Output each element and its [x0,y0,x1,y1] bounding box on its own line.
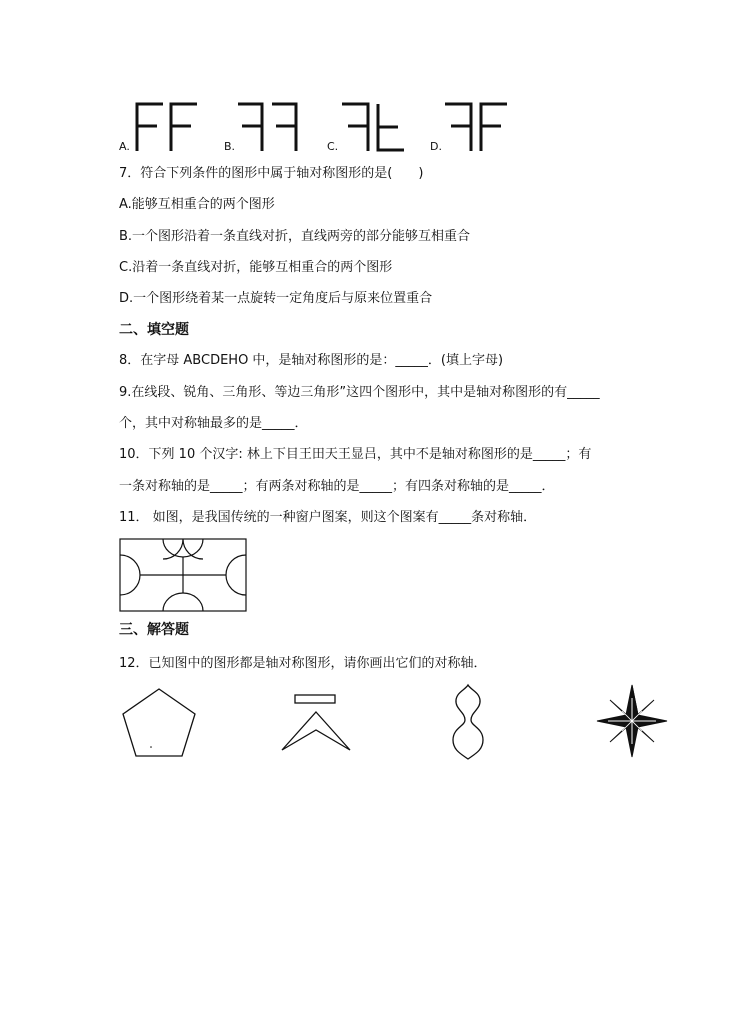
q6-option-a-figure [133,100,203,152]
q6-option-c-figure [340,100,408,152]
q9-line1: 9.在线段、锐角、三角形、等边三角形”这四个图形中，其中是轴对称图形的有_____ [119,385,600,400]
q6-option-b-figure [236,100,304,152]
q6-option-a-label: A. [119,140,130,153]
q12-text: 12．已知图中的图形都是轴对称图形，请你画出它们的对称轴． [119,656,487,671]
q7-option-c: C.沿着一条直线对折，能够互相重合的两个图形 [119,260,393,275]
q6-option-d-label: D. [430,140,442,153]
arrow-shape-figure [280,694,352,754]
q7-stem: 7．符合下列条件的图形中属于轴对称图形的是( ) [119,166,424,181]
q11-text: 11． 如图，是我国传统的一种窗户图案，则这个图案有_____条对称轴． [119,510,537,525]
q6-option-d-figure [443,100,511,152]
q10-line1: 10．下列 10 个汉字: 林上下目王田天王显吕，其中不是轴对称图形的是_____；有 [119,447,592,462]
q6-option-c-label: C. [327,140,339,153]
q7-option-a: A.能够互相重合的两个图形 [119,197,275,212]
pentagon-figure [121,688,197,758]
q8-text: 8．在字母 ABCDEHO 中，是轴对称图形的是：_____．(填上字母) [119,353,504,368]
q7-option-d: D.一个图形绕着某一点旋转一定角度后与原来位置重合 [119,291,433,306]
q6-option-b-label: B. [224,140,236,153]
section-title-fill-in: 二、填空题 [119,322,189,338]
compass-star-figure [596,684,668,758]
gourd-shape-figure [449,684,487,760]
section-title-answer: 三、解答题 [119,622,189,638]
q9-line2: 个，其中对称轴最多的是_____． [119,416,308,431]
window-pattern-figure [119,538,247,612]
q7-option-b: B.一个图形沿着一条直线对折，直线两旁的部分能够互相重合 [119,229,471,244]
q10-line2: 一条对称轴的是_____；有两条对称轴的是_____；有四条对称轴的是_____． [119,479,555,494]
